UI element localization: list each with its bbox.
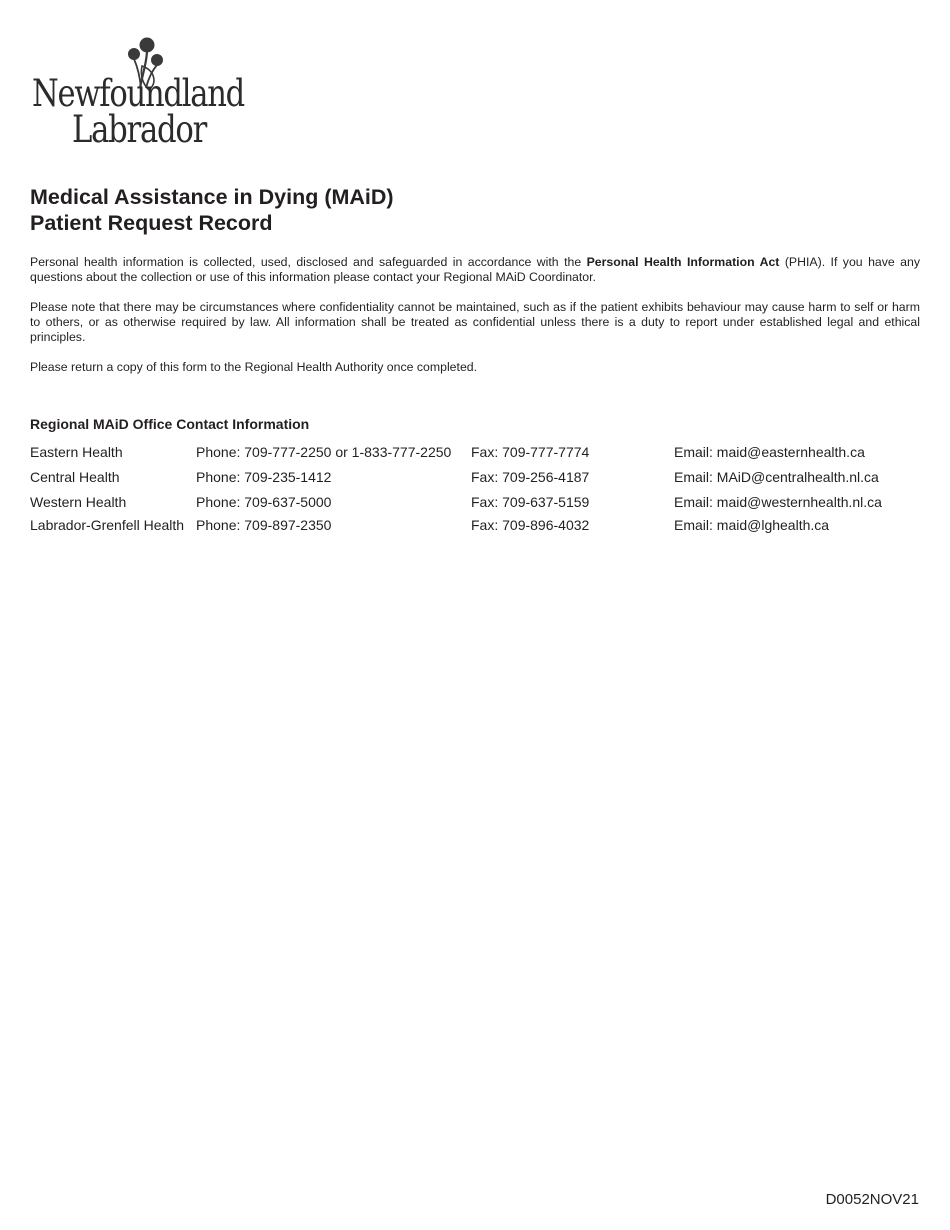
contact-fax: Fax: 709-777-7774	[471, 444, 590, 460]
contact-phone: Phone: 709-637-5000	[196, 494, 332, 510]
contact-phone: Phone: 709-235-1412	[196, 469, 332, 485]
privacy-notice	[30, 255, 920, 285]
contact-fax: Fax: 709-896-4032	[471, 517, 590, 533]
contact-phone: Phone: 709-897-2350	[196, 517, 332, 533]
return-instruction: Please return a copy of this form to the Regional Health Authority once completed.	[30, 360, 478, 374]
form-code: D0052NOV21	[825, 1191, 919, 1208]
logo-wordmark-newfoundland: Newfoundland	[32, 72, 245, 115]
contact-email: Email: maid@westernhealth.nl.ca	[674, 494, 882, 510]
contact-region: Eastern Health	[30, 444, 123, 460]
contact-region: Central Health	[30, 469, 120, 485]
privacy-notice-text-before: Personal health information is collected, used, disclosed and safeguarded in accordance with the	[30, 255, 587, 269]
contact-section-heading: Regional MAiD Office Contact Information	[30, 416, 310, 432]
contact-row-central-health	[30, 468, 930, 488]
contact-phone: Phone: 709-777-2250 or 1-833-777-2250	[196, 444, 452, 460]
logo-wordmark-labrador: Labrador	[72, 108, 208, 151]
contact-email: Email: MAiD@centralhealth.nl.ca	[674, 469, 879, 485]
contact-row-eastern-health	[30, 443, 930, 463]
form-title-line1: Medical Assistance in Dying (MAiD)	[30, 185, 394, 209]
contact-fax: Fax: 709-256-4187	[471, 469, 590, 485]
form-title	[30, 184, 394, 236]
contact-email: Email: maid@easternhealth.ca	[674, 444, 865, 460]
privacy-act-name: Personal Health Information Act	[586, 255, 780, 269]
privacy-notice-text-after: (PHIA). If you have any questions about the collection or use of this information please contact your Regional MAiD Coordinator.	[30, 255, 920, 284]
confidentiality-notice: Please note that there may be circumstances where confidentiality cannot be maintained, such as if the patient exhibits behaviour may cause harm to self or harm to others, or as otherwise required by law. All information shall be treated as confidential unless there is a duty to report under established legal and ethical principles.	[30, 300, 920, 344]
contact-fax: Fax: 709-637-5159	[471, 494, 590, 510]
government-logo	[30, 36, 260, 151]
form-title-line2: Patient Request Record	[30, 211, 273, 235]
contact-row-western-health	[30, 493, 930, 513]
contact-email: Email: maid@lghealth.ca	[674, 517, 830, 533]
contact-region: Labrador-Grenfell Health	[30, 517, 185, 533]
contact-region: Western Health	[30, 494, 127, 510]
contact-row-labrador-grenfell-health	[30, 516, 930, 536]
